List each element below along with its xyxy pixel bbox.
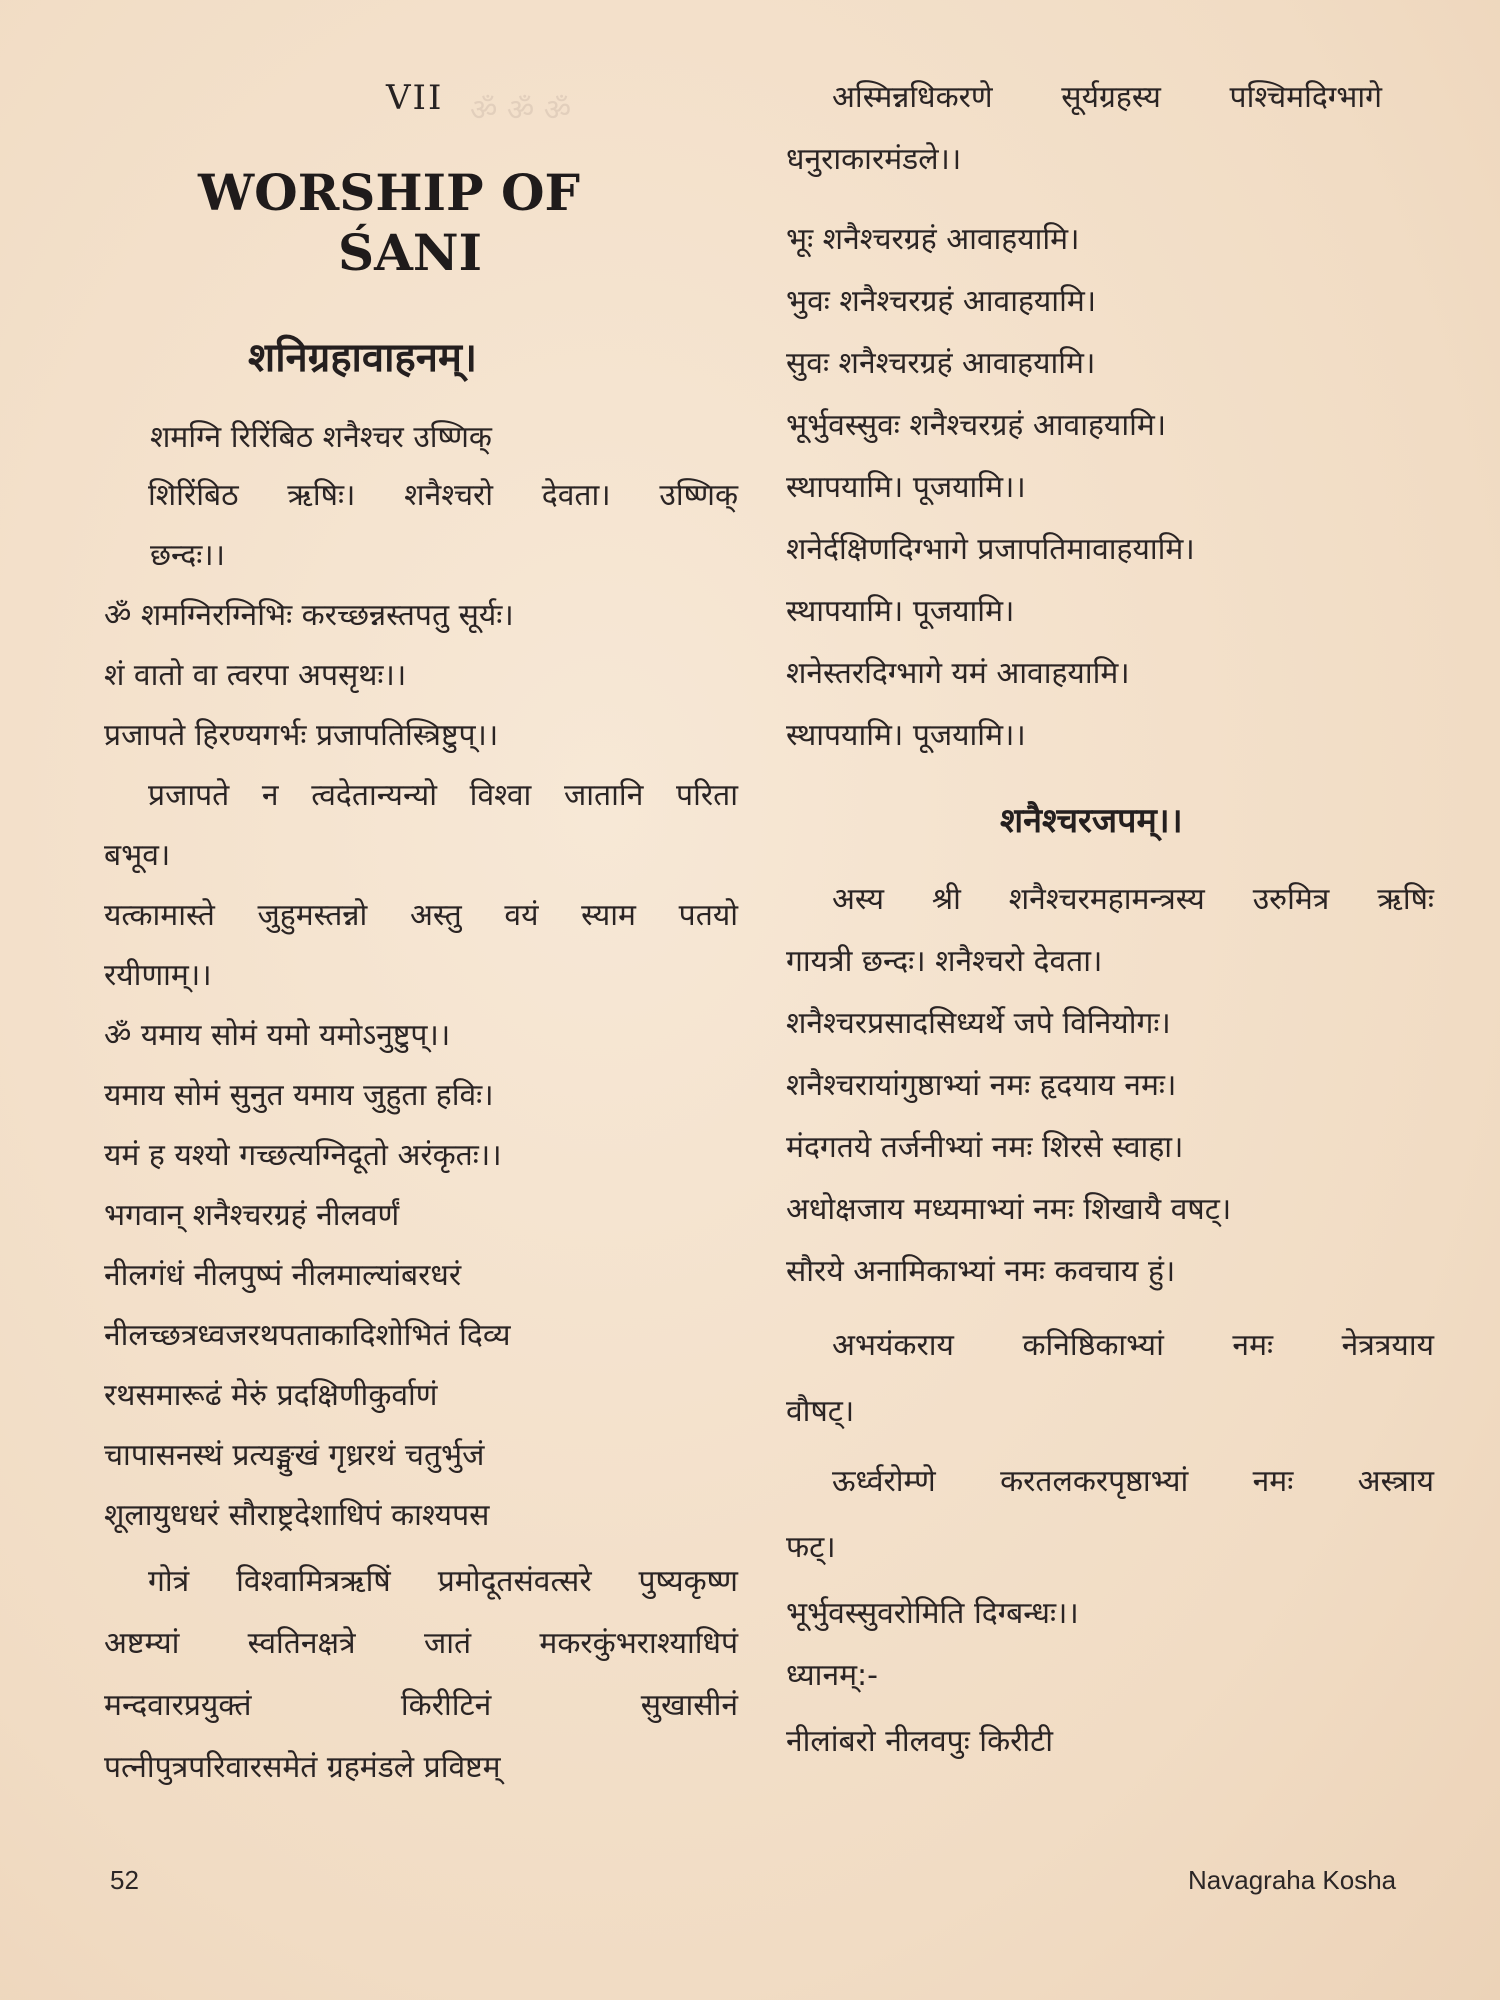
text-line: रथसमारूढं मेरुं प्रदक्षिणीकुर्वाणं xyxy=(104,1378,438,1413)
text-line: ध्यानम्:- xyxy=(786,1658,878,1693)
text-line: नीलांबरो नीलवपुः किरीटी xyxy=(786,1724,1054,1759)
text-line: ऊर्ध्वरोम्णे करतलकरपृष्ठाभ्यां नमः अस्त्राय xyxy=(832,1464,1434,1499)
text-line: यमाय सोमं सुनुत यमाय जुहुता हविः। xyxy=(104,1078,494,1113)
text-line: शनैश्चरायांगुष्ठाभ्यां नमः हृदयाय नमः। xyxy=(786,1068,1177,1103)
text-line: भूर्भुवस्सुवरोमिति दिग्बन्धः।। xyxy=(786,1596,1079,1631)
left-section-heading: शनिग्रहावाहनम्। xyxy=(248,335,478,381)
text-line: यत्कामास्ते जुहुमस्तन्नो अस्तु वयं स्याम पतयो xyxy=(104,898,738,933)
text-line: भगवान् शनैश्चरग्रहं नीलवर्णं xyxy=(104,1198,400,1233)
text-line: रयीणाम्।। xyxy=(104,958,212,993)
right-section-heading: शनैश्चरजपम्।। xyxy=(1000,801,1183,841)
text-line: शमग्नि रिरिंबिठ शनैश्चर उष्णिक् xyxy=(150,420,492,455)
text-line: चापासनस्थं प्रत्यङ्मुखं गृध्ररथं चतुर्भुजं xyxy=(104,1438,485,1473)
text-line: प्रजापते न त्वदेतान्यन्यो विश्वा जातानि परिता xyxy=(148,778,738,813)
chapter-title-line2: ŚANI xyxy=(338,223,482,282)
text-line: स्थापयामि। पूजयामि। xyxy=(786,594,1015,629)
page-number: 52 xyxy=(110,1865,139,1895)
text-line: फट्। xyxy=(786,1530,836,1565)
text-line: वौषट्। xyxy=(786,1394,855,1429)
text-line: अष्टम्यां स्वतिनक्षत्रे जातं मकरकुंभराश्याधिपं xyxy=(104,1626,738,1661)
text-line: गायत्री छन्दः। शनैश्चरो देवता। xyxy=(786,944,1103,979)
text-line: ॐ शमग्निरग्निभिः करच्छन्नस्तपतु सूर्यः। xyxy=(104,598,514,633)
text-line: शनैश्चरप्रसादसिध्यर्थे जपे विनियोगः। xyxy=(786,1006,1171,1041)
text-line: छन्दः।। xyxy=(150,538,226,573)
text-line: शं वातो वा त्वरपा अपसृथः।। xyxy=(104,658,407,693)
text-line: शूलायुधधरं सौराष्ट्रदेशाधिपं काश्यपस xyxy=(104,1498,490,1533)
text-line: भूः शनैश्चरग्रहं आवाहयामि। xyxy=(786,222,1080,257)
text-line: मन्दवारप्रयुक्तं किरीटिनं सुखासीनं xyxy=(104,1688,738,1723)
text-line: गोत्रं विश्वामित्रऋषिं प्रमोदूतसंवत्सरे पुष्यकृष्ण xyxy=(148,1564,738,1599)
text-line: प्रजापते हिरण्यगर्भः प्रजापतिस्त्रिष्टुप्।। xyxy=(104,718,499,753)
text-line: नीलगंधं नीलपुष्पं नीलमाल्यांबरधरं xyxy=(104,1258,462,1293)
text-line: सौरये अनामिकाभ्यां नमः कवचाय हुं। xyxy=(786,1254,1176,1289)
text-line: ॐ यमाय सोमं यमो यमोऽनुष्टुप्।। xyxy=(104,1018,451,1053)
text-line: स्थापयामि। पूजयामि।। xyxy=(786,470,1026,505)
text-line: अधोक्षजाय मध्यमाभ्यां नमः शिखायै वषट्। xyxy=(786,1192,1232,1227)
text-line: यमं ह यश्यो गच्छत्यग्निदूतो अरंकृतः।। xyxy=(104,1138,502,1173)
text-line: पत्नीपुत्रपरिवारसमेतं ग्रहमंडले प्रविष्टम् xyxy=(104,1750,501,1785)
chapter-number: VII xyxy=(386,78,444,118)
text-line: स्थापयामि। पूजयामि।। xyxy=(786,718,1026,753)
text-line: अस्मिन्नधिकरणे सूर्यग्रहस्य पश्चिमदिग्भागे xyxy=(832,80,1382,115)
text-line: सुवः शनैश्चरग्रहं आवाहयामि। xyxy=(786,346,1096,381)
book-title: Navagraha Kosha xyxy=(1188,1865,1397,1895)
text-line: शिरिंबिठ ऋषिः। शनैश्चरो देवता। उष्णिक् xyxy=(148,478,738,513)
text-line: शनेस्तरदिग्भागे यमं आवाहयामि। xyxy=(786,656,1130,691)
text-line: नीलच्छत्रध्वजरथपताकादिशोभितं दिव्य xyxy=(104,1318,511,1353)
chapter-title-line1: WORSHIP OF xyxy=(198,163,581,222)
text-line: भुवः शनैश्चरग्रहं आवाहयामि। xyxy=(786,284,1097,319)
text-line: शनेर्दक्षिणदिग्भागे प्रजापतिमावाहयामि। xyxy=(786,532,1195,567)
text-line: बभूव। xyxy=(104,838,171,873)
bleed-through-text: ॐ ॐ ॐ xyxy=(470,93,572,128)
text-line: अभयंकराय कनिष्ठिकाभ्यां नमः नेत्रत्रयाय xyxy=(832,1328,1434,1363)
text-line: अस्य श्री शनैश्चरमहामन्त्रस्य उरुमित्र ऋषिः xyxy=(832,882,1434,917)
chapter-title xyxy=(198,163,678,283)
text-line: भूर्भुवस्सुवः शनैश्चरग्रहं आवाहयामि। xyxy=(786,408,1167,443)
text-line: धनुराकारमंडले।। xyxy=(786,142,962,177)
text-line: मंदगतये तर्जनीभ्यां नमः शिरसे स्वाहा। xyxy=(786,1130,1184,1165)
